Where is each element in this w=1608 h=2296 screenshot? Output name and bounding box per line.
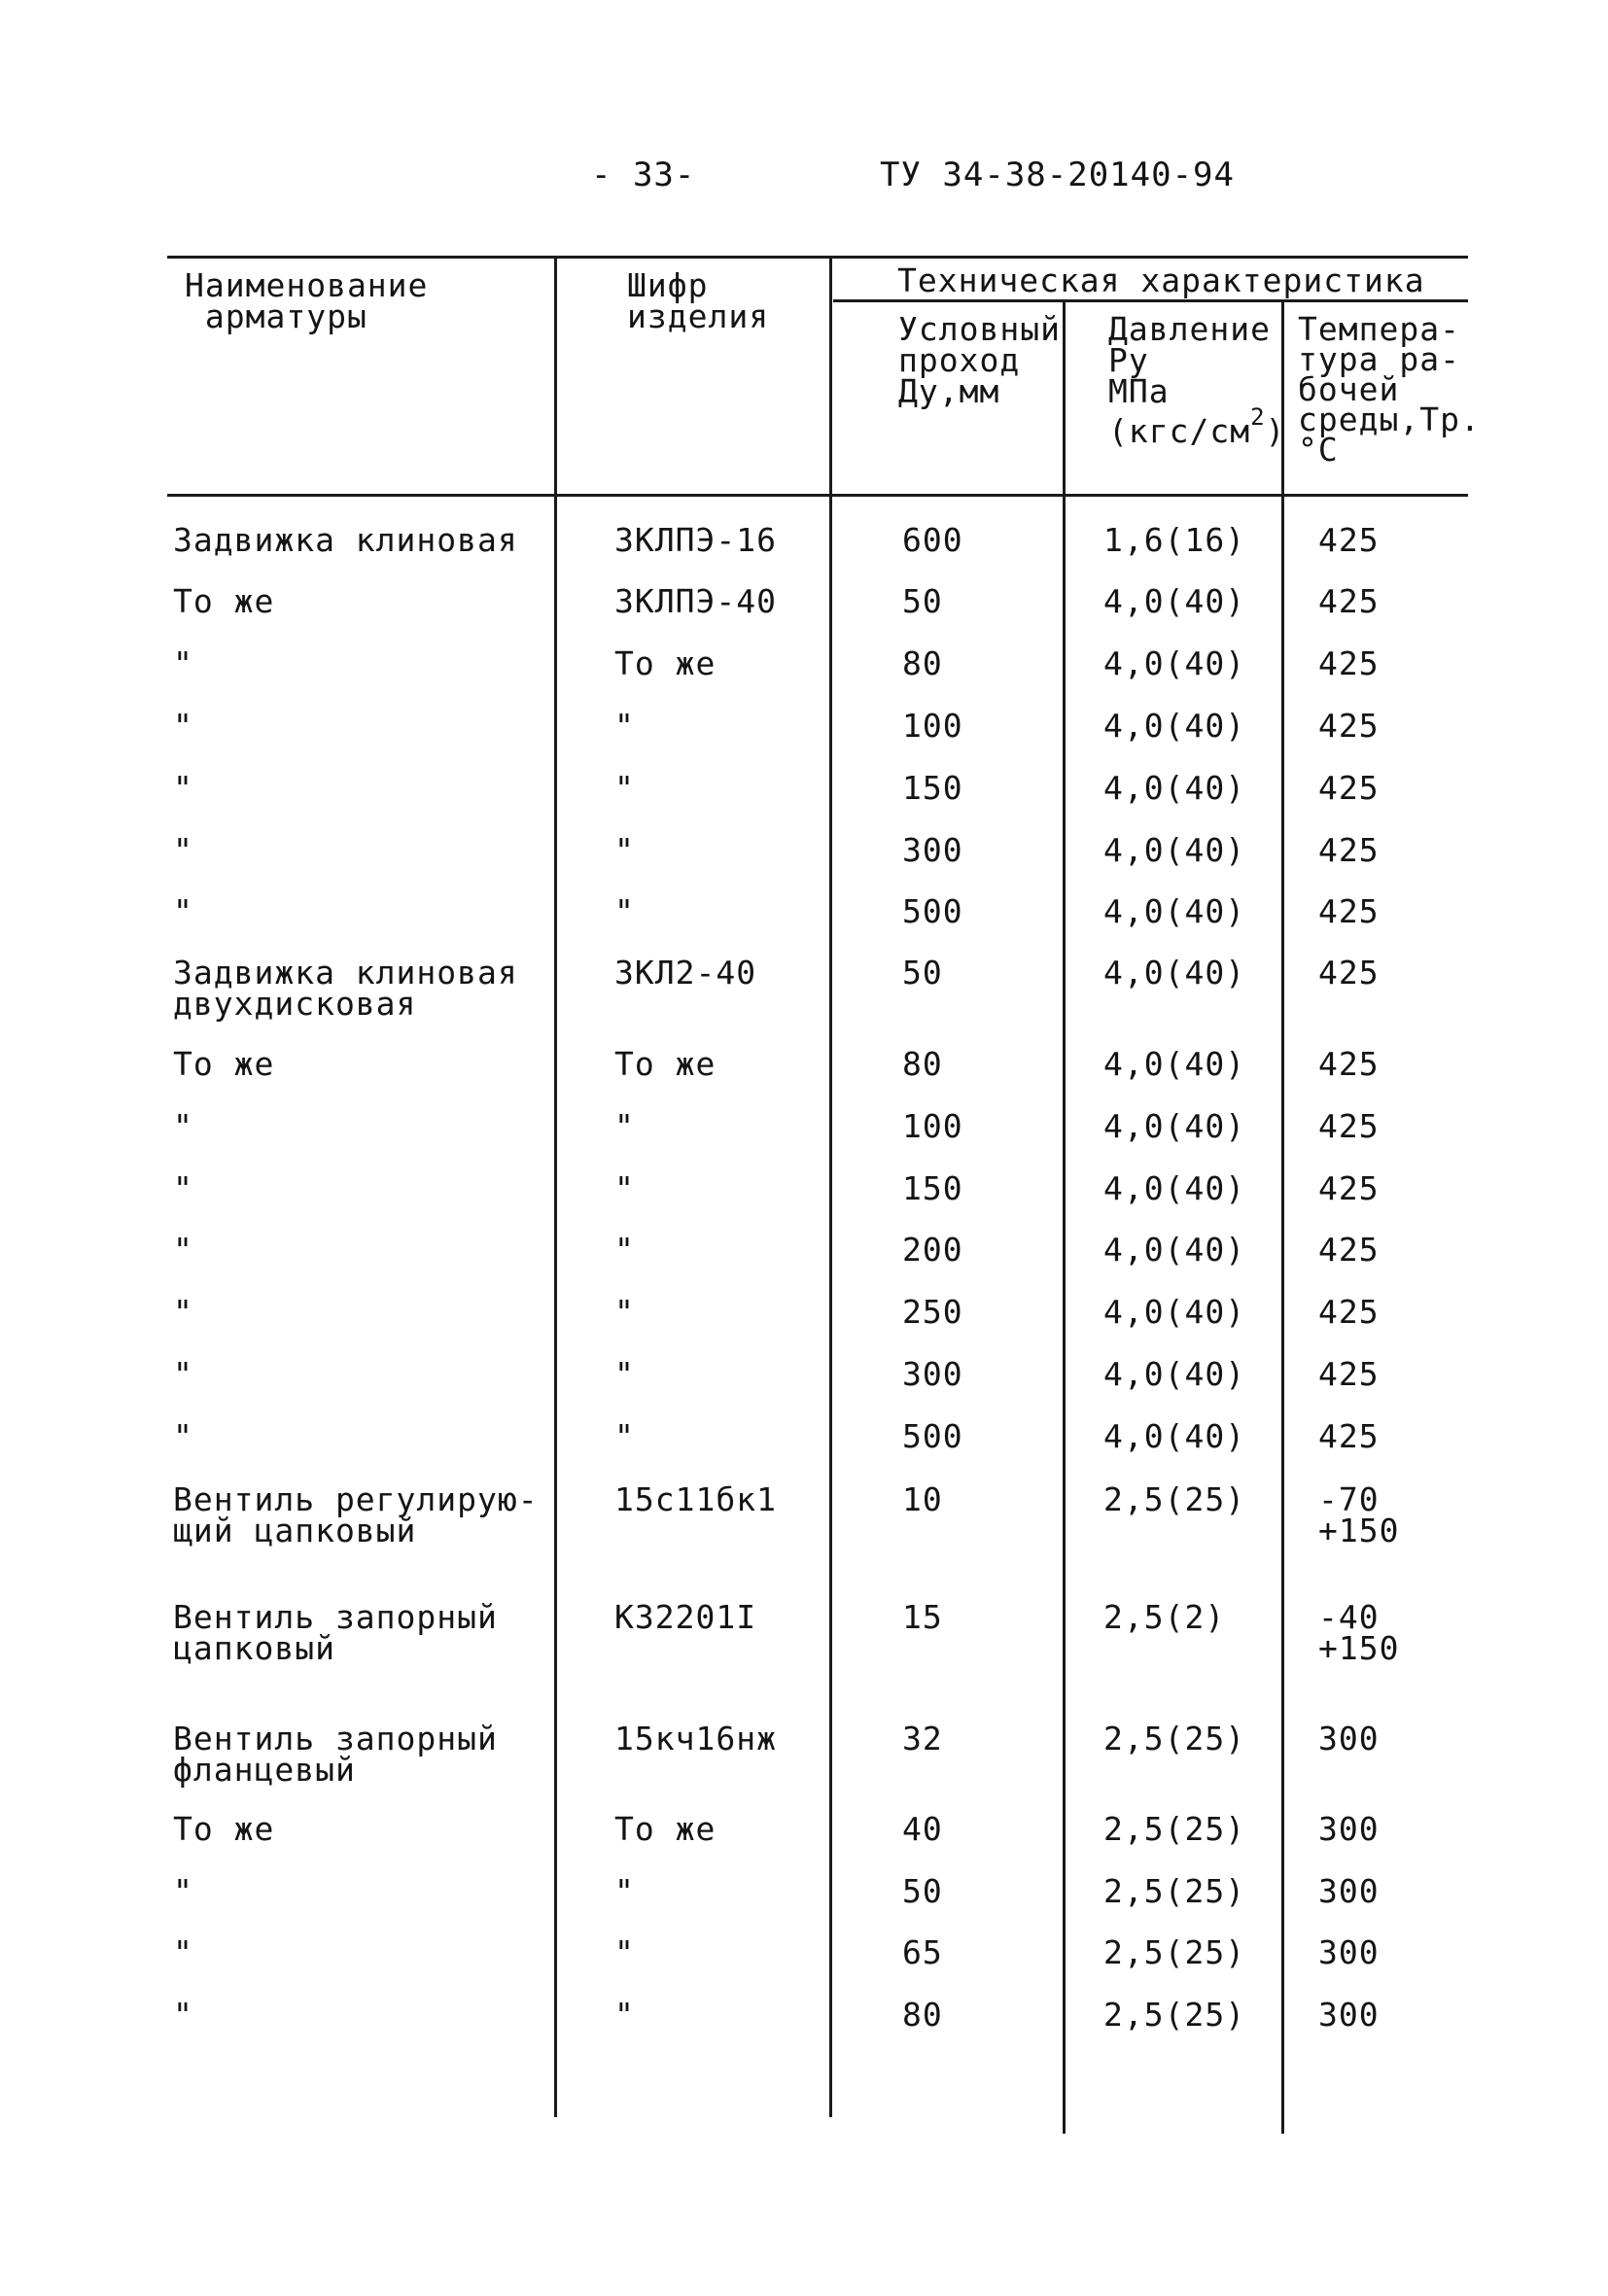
cell-diameter: 150 — [902, 769, 963, 807]
cell-code: То же — [614, 644, 717, 682]
cell-pressure: 2,5(25) — [1103, 1872, 1246, 1910]
header-pressure-sup: 2 — [1250, 403, 1266, 431]
header-code: Шифр изделия — [627, 266, 770, 335]
cell-temperature: 425 — [1318, 831, 1380, 869]
cell-diameter: 300 — [902, 1355, 963, 1393]
cell-pressure: 4,0(40) — [1103, 1355, 1246, 1393]
header-temperature-unit: °С — [1298, 431, 1339, 469]
cell-code: То же — [614, 1810, 717, 1848]
cell-pressure: 4,0(40) — [1103, 1107, 1246, 1145]
column-divider-1 — [554, 256, 557, 2117]
cell-temperature: 425 — [1318, 521, 1380, 559]
cell-pressure: 4,0(40) — [1103, 831, 1246, 869]
cell-code: " — [614, 831, 635, 869]
cell-name: " — [173, 1293, 193, 1331]
cell-name: " — [173, 644, 193, 682]
cell-code: ЗКЛПЭ-40 — [614, 582, 777, 620]
cell-diameter: 50 — [902, 954, 943, 991]
cell-code: " — [614, 1872, 635, 1910]
cell-code: " — [614, 1355, 635, 1393]
cell-code: То же — [614, 1045, 717, 1083]
cell-diameter: 80 — [902, 1045, 943, 1083]
cell-pressure: 4,0(40) — [1103, 582, 1246, 620]
cell-temperature: 425 — [1318, 707, 1380, 745]
cell-pressure: 2,5(25) — [1103, 1996, 1246, 2034]
header-name: Наименование арматуры — [185, 266, 429, 335]
cell-pressure: 4,0(40) — [1103, 892, 1246, 930]
header-diameter: Условный проход Ду,мм — [898, 310, 1061, 410]
cell-temperature: 425 — [1318, 644, 1380, 682]
cell-pressure: 2,5(2) — [1103, 1598, 1226, 1636]
cell-temperature: 425 — [1318, 582, 1380, 620]
cell-name: " — [173, 1231, 193, 1269]
cell-diameter: 300 — [902, 831, 963, 869]
cell-diameter: 100 — [902, 707, 963, 745]
cell-code: " — [614, 1169, 635, 1207]
cell-diameter: 100 — [902, 1107, 963, 1145]
cell-name: " — [173, 892, 193, 930]
cell-name: " — [173, 1417, 193, 1455]
tech-group-rule — [833, 299, 1468, 302]
cell-temperature: 425 — [1318, 1355, 1380, 1393]
cell-name: " — [173, 1996, 193, 2034]
cell-pressure: 4,0(40) — [1103, 1293, 1246, 1331]
cell-pressure: 2,5(25) — [1103, 1933, 1246, 1971]
cell-diameter: 10 — [902, 1480, 943, 1518]
column-divider-3 — [1063, 299, 1066, 2134]
cell-pressure: 2,5(25) — [1103, 1480, 1246, 1518]
cell-code: 15с11бк1 — [614, 1480, 777, 1518]
cell-name: Задвижка клиновая двухдисковая — [173, 954, 518, 1023]
header-temperature-text: Темпера- тура ра- бочей среды,Тр. — [1298, 310, 1481, 438]
cell-name: Вентиль регулирую- щий цапковый — [173, 1480, 539, 1549]
cell-diameter: 32 — [902, 1720, 943, 1757]
cell-code: " — [614, 769, 635, 807]
cell-temperature: 300 — [1318, 1872, 1380, 1910]
cell-name: " — [173, 1107, 193, 1145]
cell-pressure: 2,5(25) — [1103, 1720, 1246, 1757]
cell-diameter: 600 — [902, 521, 963, 559]
cell-temperature: -40 +150 — [1318, 1598, 1400, 1667]
cell-pressure: 4,0(40) — [1103, 707, 1246, 745]
cell-temperature: 425 — [1318, 1169, 1380, 1207]
cell-code: " — [614, 1293, 635, 1331]
cell-name: " — [173, 1355, 193, 1393]
cell-diameter: 15 — [902, 1598, 943, 1636]
cell-temperature: 300 — [1318, 1810, 1380, 1848]
cell-code: 15кч16нж — [614, 1720, 777, 1757]
cell-name: " — [173, 1169, 193, 1207]
cell-temperature: 425 — [1318, 954, 1380, 991]
header-temperature — [1298, 310, 1481, 469]
cell-temperature: 425 — [1318, 1231, 1380, 1269]
cell-code: " — [614, 1107, 635, 1145]
cell-diameter: 500 — [902, 892, 963, 930]
cell-temperature: 300 — [1318, 1933, 1380, 1971]
cell-temperature: 300 — [1318, 1996, 1380, 2034]
cell-diameter: 50 — [902, 582, 943, 620]
column-divider-2 — [829, 256, 832, 2117]
header-pressure-text: Давление Ру МПа (кгс/см — [1108, 310, 1271, 450]
cell-pressure: 4,0(40) — [1103, 1231, 1246, 1269]
cell-temperature: 425 — [1318, 1417, 1380, 1455]
cell-diameter: 150 — [902, 1169, 963, 1207]
cell-name: " — [173, 707, 193, 745]
cell-name: " — [173, 1933, 193, 1971]
cell-diameter: 250 — [902, 1293, 963, 1331]
cell-diameter: 80 — [902, 1996, 943, 2034]
cell-diameter: 200 — [902, 1231, 963, 1269]
cell-pressure: 2,5(25) — [1103, 1810, 1246, 1848]
cell-diameter: 80 — [902, 644, 943, 682]
cell-name: Вентиль запорный цапковый — [173, 1598, 498, 1667]
header-pressure — [1108, 310, 1286, 450]
cell-code: " — [614, 1417, 635, 1455]
cell-diameter: 40 — [902, 1810, 943, 1848]
cell-name: То же — [173, 1045, 275, 1083]
page-number: - 33- — [591, 156, 696, 194]
cell-diameter: 50 — [902, 1872, 943, 1910]
cell-name: То же — [173, 582, 275, 620]
cell-temperature: 300 — [1318, 1720, 1380, 1757]
cell-code: ЗКЛ2-40 — [614, 954, 757, 991]
cell-code: " — [614, 1231, 635, 1269]
cell-name: Задвижка клиновая — [173, 521, 518, 559]
cell-temperature: 425 — [1318, 769, 1380, 807]
cell-pressure: 4,0(40) — [1103, 769, 1246, 807]
cell-code: " — [614, 707, 635, 745]
cell-pressure: 4,0(40) — [1103, 954, 1246, 991]
header-bottom-rule — [167, 494, 1468, 497]
header-tech-group: Техническая характеристика — [897, 261, 1425, 299]
cell-diameter: 65 — [902, 1933, 943, 1971]
cell-code: К32201I — [614, 1598, 757, 1636]
table-top-rule — [167, 256, 1468, 259]
cell-temperature: 425 — [1318, 1107, 1380, 1145]
cell-name: " — [173, 1872, 193, 1910]
cell-name: Вентиль запорный фланцевый — [173, 1720, 498, 1789]
cell-code: " — [614, 1996, 635, 2034]
cell-name: То же — [173, 1810, 275, 1848]
document-code: ТУ 34-38-20140-94 — [880, 156, 1235, 194]
cell-name: " — [173, 831, 193, 869]
cell-temperature: 425 — [1318, 1045, 1380, 1083]
cell-pressure: 1,6(16) — [1103, 521, 1246, 559]
cell-code: " — [614, 892, 635, 930]
cell-code: " — [614, 1933, 635, 1971]
cell-code: ЗКЛПЭ-16 — [614, 521, 777, 559]
header-pressure-close: ) — [1265, 412, 1286, 450]
cell-pressure: 4,0(40) — [1103, 1417, 1246, 1455]
cell-diameter: 500 — [902, 1417, 963, 1455]
column-divider-4 — [1281, 299, 1284, 2134]
cell-pressure: 4,0(40) — [1103, 1169, 1246, 1207]
cell-pressure: 4,0(40) — [1103, 1045, 1246, 1083]
cell-pressure: 4,0(40) — [1103, 644, 1246, 682]
cell-temperature: 425 — [1318, 1293, 1380, 1331]
cell-name: " — [173, 769, 193, 807]
cell-temperature: 425 — [1318, 892, 1380, 930]
cell-temperature: -70 +150 — [1318, 1480, 1400, 1549]
